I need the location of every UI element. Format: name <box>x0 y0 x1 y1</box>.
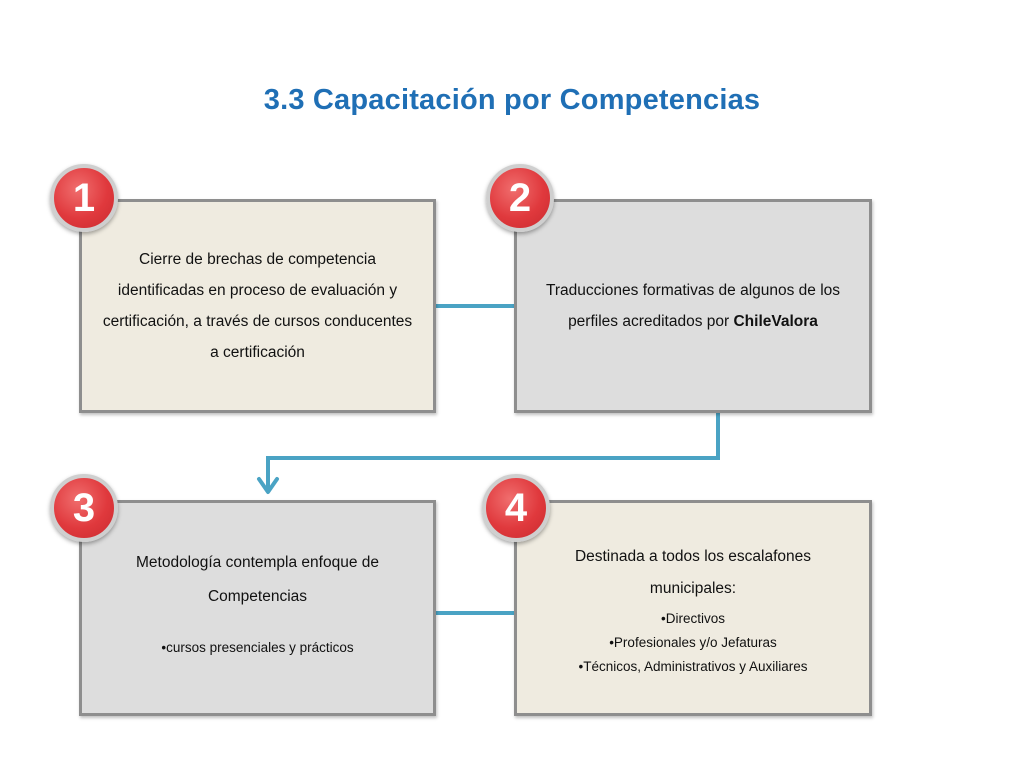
step-4-text: Destinada a todos los escalafones municipales: <box>574 548 812 597</box>
step-4-bullet: •Directivos <box>661 611 725 626</box>
step-1-text: Cierre de brechas de competencia identificadas en proceso de evaluación y certificación, a través de cursos conducentes a certificación <box>102 251 413 361</box>
step-4-box <box>514 500 872 716</box>
slide-title: 3.3 Capacitación por Competencias <box>263 84 761 116</box>
step-4-bullet-list <box>578 607 807 679</box>
step-3-text: Metodología contempla enfoque de Competencias <box>135 553 379 605</box>
step-3-box <box>79 500 436 716</box>
step-4-bullet: •Técnicos, Administrativos y Auxiliares <box>578 659 808 674</box>
step-3-number-badge: 3 <box>50 474 118 542</box>
step-1-number-badge: 1 <box>50 164 118 232</box>
step-1-box <box>79 199 436 413</box>
step-2-box <box>514 199 872 413</box>
connector-2-3 <box>268 413 718 490</box>
step-2-number-badge: 2 <box>486 164 554 232</box>
arrowhead-icon <box>259 479 277 492</box>
step-4-bullet: •Profesionales y/o Jefaturas <box>609 635 777 650</box>
step-2-text <box>523 275 863 337</box>
step-3-bullet: •cursos presenciales y prácticos <box>161 639 354 655</box>
step-2-text-plain: Traducciones formativas de algunos de los perfiles acreditados por <box>545 282 841 330</box>
chilevalora-label: ChileValora <box>733 313 818 330</box>
step-4-number-badge: 4 <box>482 474 550 542</box>
